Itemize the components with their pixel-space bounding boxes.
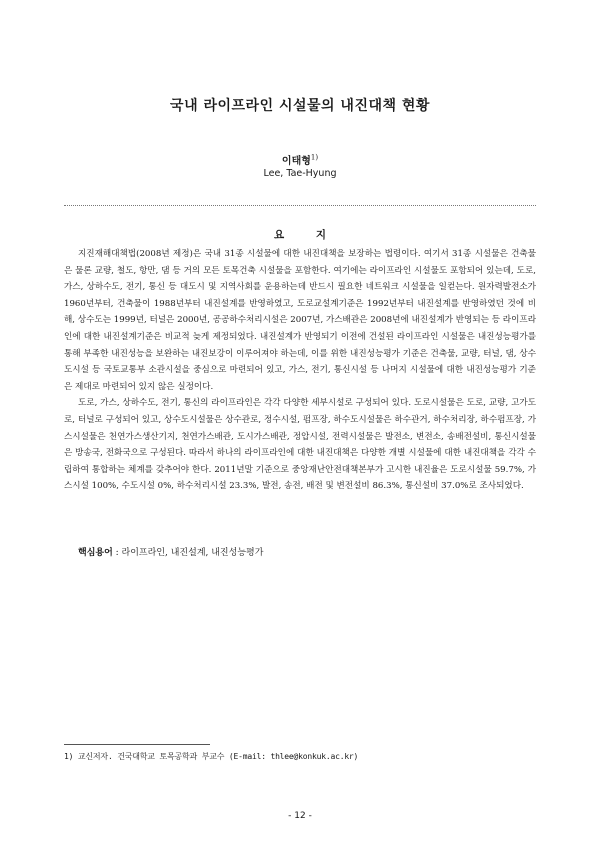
footnote-marker: 1) [310, 153, 319, 162]
abstract-paragraph-2: 도로, 가스, 상하수도, 전기, 통신의 라이프라인은 각각 다양한 세부시설로 구성되어 있다. 도로시설물은 도로, 교량, 고가도로, 터널로 구성되어 있고, 상수도시설물은 상수관로, 정수시설, 펌프장, 하수도시설물은 하수관거, 하수처리장, 하수펌프장, 가스시설물은 천연가스생산기지, 천연가스배관, 도시가스배관, 정압시설, 전력시설물은 발전소, 변전소, 송배전설비, 통신시설물은 방송국, 전화국으로 구성된다. 따라서 하나의 라이프라인에 대한 내진대책은 다양한 개별 시설물에 대한 내진대책을 각각 수립하여 통합하는 체계를 갖추어야 한다. 2011년말 기준으로 중앙재난안전대책본부가 고시한 내진율은 도로시설물 59.7%, 가스시설 100%, 수도시설 0%, 하수처리시설 23.3%, 발전, 송전, 배전 및 변전설비 86.3%, 통신설비 37.0%로 조사되었다. [64, 398, 536, 492]
footnote: 1) 교신저자. 건국대학교 토목공학과 부교수 (E-mail: thlee@konkuk.ac.kr) [64, 752, 359, 761]
author-name-korean [0, 152, 600, 167]
dotted-divider [64, 205, 536, 206]
paper-title: 국내 라이프라인 시설물의 내진대책 현황 [170, 98, 430, 114]
abstract-body [64, 246, 536, 495]
author-name: 이태형 [281, 156, 311, 167]
abstract-paragraph-1: 지진재해대책법(2008년 제정)은 국내 31종 시설물에 대한 내진대책을 보장하는 법령이다. 여기서 31종 시설물은 건축물은 물론 교량, 철도, 항만, 댐 등 거의 모든 토목건축 시설물을 포함한다. 여기에는 라이프라인 시설물도 포함되어 있는데, 도로, 가스, 상하수도, 전기, 통신 등 대도시 및 지역사회를 운용하는데 반드시 필요한 네트워크 시설물을 일컫는다. 원자력발전소가 1960년부터, 건축물이 1988년부터 내진설계를 반영하였고, 도로교설계기준은 1992년부터 내진설계를 반영하였던 것에 비해, 상수도는 1999년, 터널은 2000년, 공공하수처리시설은 2007년, 가스배관은 2008년에 내진설계가 반영되는 등 라이프라인에 대한 내진설계기준은 비교적 늦게 제정되었다. 내진설계가 반영되기 이전에 건설된 라이프라인 시설물은 내진성능평가를 통해 부족한 내진성능을 보완하는 내진보강이 이루어져야 하는데, 이를 위한 내진성능평가 기준은 건축물, 교량, 터널, 댐, 상수도시설 등 국토교통부 소관시설을 중심으로 마련되어 있고, 가스, 전기, 통신시설 등 나머지 시설물에 대한 내진성능평가 기준은 제대로 마련되어 있지 않은 실정이다. [64, 249, 536, 392]
abstract-heading: 요 지 [274, 229, 340, 241]
page-number: - 12 - [288, 811, 312, 821]
keywords-line [78, 545, 263, 558]
footnote-rule [64, 744, 210, 745]
keywords-label: 핵심용어 [78, 548, 113, 558]
keywords-separator: : [112, 548, 122, 558]
author-name-english: Lee, Tae-Hyung [263, 168, 337, 179]
keywords-text: 라이프라인, 내진설계, 내진성능평가 [121, 548, 264, 558]
